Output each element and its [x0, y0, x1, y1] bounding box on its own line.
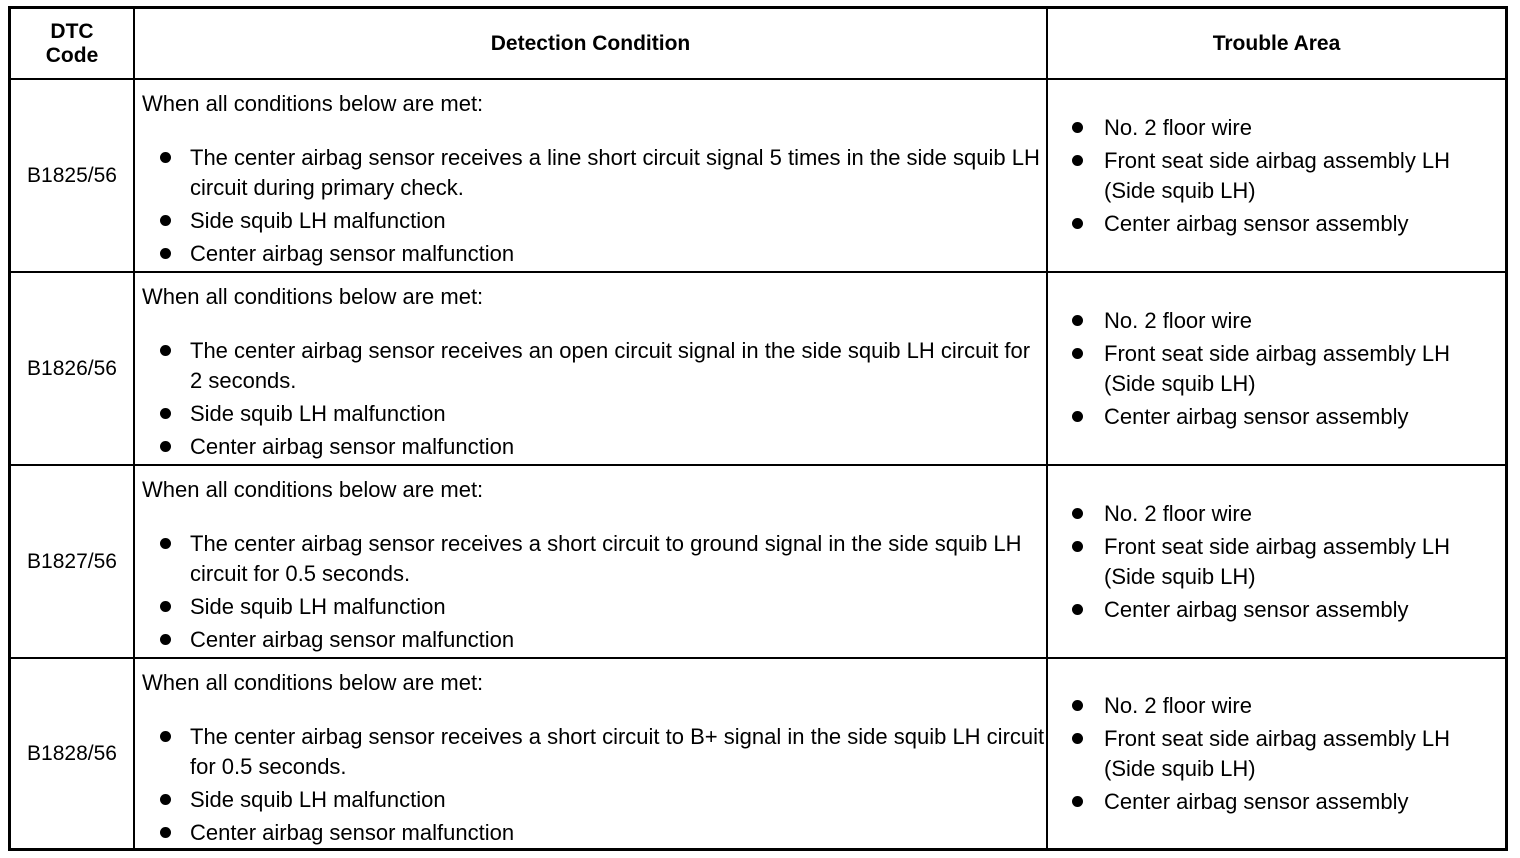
trouble-area-text: Center airbag sensor assembly: [1104, 210, 1409, 236]
bullet-icon: [1072, 411, 1083, 422]
trouble-area-text: Center airbag sensor assembly: [1104, 788, 1409, 814]
condition-text: Side squib LH malfunction: [190, 208, 446, 233]
condition-text: The center airbag sensor receives a short circuit to B+ signal in the side squib LH circuit for 0.5 seconds.: [190, 724, 1045, 779]
condition-text: Side squib LH malfunction: [190, 594, 446, 619]
bullet-icon: [1072, 541, 1083, 552]
bullet-icon: [160, 538, 171, 549]
condition-list: [142, 722, 1046, 848]
bullet-icon: [1072, 315, 1083, 326]
condition-item: [142, 336, 1046, 396]
condition-list: [142, 529, 1046, 655]
condition-item: [142, 785, 1046, 815]
header-dtc-code: [11, 9, 135, 80]
condition-text: Center airbag sensor malfunction: [190, 241, 515, 266]
bullet-icon: [1072, 508, 1083, 519]
condition-item: [142, 722, 1046, 782]
bullet-icon: [160, 248, 171, 259]
bullet-icon: [160, 794, 171, 805]
dtc-code: B1827/56: [27, 549, 117, 573]
condition-item: [142, 206, 1046, 236]
dtc-code-cell: [11, 80, 135, 273]
bullet-icon: [160, 215, 171, 226]
condition-item: [142, 239, 1046, 269]
condition-text: The center airbag sensor receives an open circuit signal in the side squib LH circuit for 2 seconds.: [190, 338, 1031, 393]
condition-text: Center airbag sensor malfunction: [190, 627, 515, 652]
condition-list: [142, 336, 1046, 462]
trouble-area-text: No. 2 floor wire: [1104, 500, 1252, 526]
trouble-area-text: Front seat side airbag assembly LH (Side squib LH): [1104, 147, 1451, 203]
trouble-area-text: Front seat side airbag assembly LH (Side squib LH): [1104, 725, 1451, 781]
trouble-area-item: [1072, 499, 1505, 529]
condition-item: [142, 592, 1046, 622]
trouble-area-list: [1072, 306, 1505, 432]
trouble-area-item: [1072, 339, 1505, 399]
condition-item: [142, 432, 1046, 462]
trouble-area-item: [1072, 306, 1505, 336]
bullet-icon: [1072, 218, 1083, 229]
condition-text: Center airbag sensor malfunction: [190, 820, 515, 845]
bullet-icon: [1072, 604, 1083, 615]
condition-text: The center airbag sensor receives a short circuit to ground signal in the side squib LH circuit for 0.5 seconds.: [190, 531, 1022, 586]
trouble-area-item: [1072, 146, 1505, 206]
dtc-code: B1826/56: [27, 356, 117, 380]
condition-item: [142, 529, 1046, 589]
trouble-area-text: Front seat side airbag assembly LH (Side squib LH): [1104, 533, 1451, 589]
condition-item: [142, 625, 1046, 655]
condition-text: The center airbag sensor receives a line short circuit signal 5 times in the side squib LH circuit during primary check.: [190, 145, 1040, 200]
bullet-icon: [1072, 733, 1083, 744]
header-trouble-area: [1048, 9, 1505, 80]
trouble-area-item: [1072, 113, 1505, 143]
bullet-icon: [160, 441, 171, 452]
header-dtc-code-label: DTC Code: [45, 19, 99, 67]
bullet-icon: [160, 408, 171, 419]
condition-intro: When all conditions below are met:: [142, 284, 484, 309]
bullet-icon: [160, 601, 171, 612]
bullet-icon: [1072, 155, 1083, 166]
trouble-area-text: No. 2 floor wire: [1104, 114, 1252, 140]
trouble-area-cell: [1048, 659, 1505, 848]
bullet-icon: [160, 731, 171, 742]
condition-list: [142, 143, 1046, 269]
dtc-code: B1828/56: [27, 741, 117, 765]
trouble-area-cell: [1048, 273, 1505, 466]
detection-condition-cell: [135, 659, 1048, 848]
trouble-area-text: Center airbag sensor assembly: [1104, 403, 1409, 429]
trouble-area-list: [1072, 113, 1505, 239]
trouble-area-item: [1072, 402, 1505, 432]
condition-text: Side squib LH malfunction: [190, 787, 446, 812]
header-detection-condition-label: Detection Condition: [490, 31, 691, 55]
trouble-area-item: [1072, 209, 1505, 239]
header-trouble-area-label: Trouble Area: [1212, 31, 1341, 55]
bullet-icon: [160, 345, 171, 356]
trouble-area-item: [1072, 691, 1505, 721]
dtc-code-cell: [11, 273, 135, 466]
bullet-icon: [1072, 348, 1083, 359]
trouble-area-text: No. 2 floor wire: [1104, 307, 1252, 333]
dtc-code-cell: [11, 659, 135, 848]
trouble-area-text: Front seat side airbag assembly LH (Side squib LH): [1104, 340, 1451, 396]
condition-item: [142, 143, 1046, 203]
bullet-icon: [160, 634, 171, 645]
condition-text: Center airbag sensor malfunction: [190, 434, 515, 459]
condition-item: [142, 818, 1046, 848]
trouble-area-text: Center airbag sensor assembly: [1104, 596, 1409, 622]
condition-intro: When all conditions below are met:: [142, 477, 484, 502]
detection-condition-cell: [135, 466, 1048, 659]
detection-condition-cell: [135, 273, 1048, 466]
trouble-area-item: [1072, 532, 1505, 592]
bullet-icon: [1072, 122, 1083, 133]
trouble-area-list: [1072, 499, 1505, 625]
trouble-area-item: [1072, 787, 1505, 817]
dtc-code: B1825/56: [27, 163, 117, 187]
dtc-table: [8, 6, 1508, 851]
trouble-area-cell: [1048, 80, 1505, 273]
trouble-area-list: [1072, 691, 1505, 817]
condition-intro: When all conditions below are met:: [142, 670, 484, 695]
bullet-icon: [1072, 700, 1083, 711]
header-detection-condition: [135, 9, 1048, 80]
condition-item: [142, 399, 1046, 429]
bullet-icon: [160, 827, 171, 838]
bullet-icon: [160, 152, 171, 163]
trouble-area-cell: [1048, 466, 1505, 659]
dtc-code-cell: [11, 466, 135, 659]
trouble-area-text: No. 2 floor wire: [1104, 692, 1252, 718]
trouble-area-item: [1072, 595, 1505, 625]
condition-intro: When all conditions below are met:: [142, 91, 484, 116]
detection-condition-cell: [135, 80, 1048, 273]
condition-text: Side squib LH malfunction: [190, 401, 446, 426]
trouble-area-item: [1072, 724, 1505, 784]
bullet-icon: [1072, 796, 1083, 807]
